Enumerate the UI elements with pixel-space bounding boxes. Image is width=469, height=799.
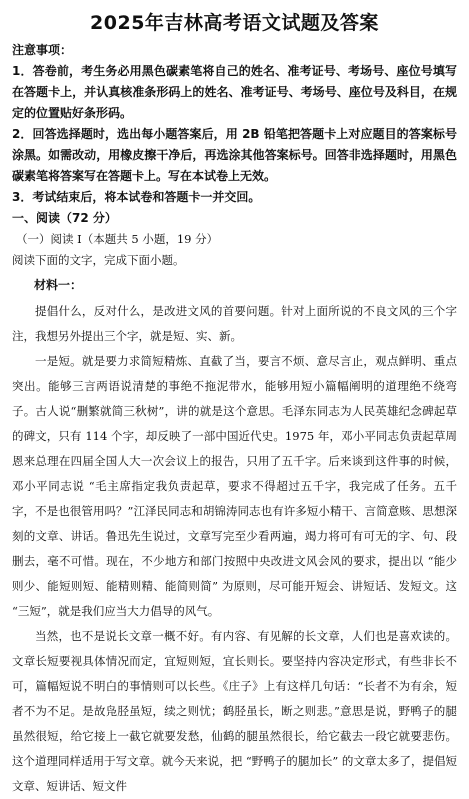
- instruction-text: 阅读下面的文字，完成下面小题。: [12, 253, 185, 267]
- paragraph: 提倡什么，反对什么，是改进文风的首要问题。针对上面所说的不良文风的三个字注，我想另外提出三个字，就是短、实、新。: [12, 304, 457, 343]
- notice-item-3: 3．考试结束后，将本试卷和答题卡一并交回。: [12, 190, 261, 204]
- notice-item-1: 1．答卷前，考生务必用黑色碳素笔将自己的姓名、准考证号、考场号、座位号填写在答题卡上，并认真核准条形码上的姓名、准考证号、考场号、座位号及科目，在规定的位置贴好条形码。: [12, 64, 457, 120]
- paragraph: 当然，也不是说长文章一概不好。有内容、有见解的长文章，人们也是喜欢读的。文章长短要视具体情况而定，宜短则短，宜长则长。要坚持内容决定形式，有些非长不可，篇幅短说不明白的事情则可以长些。《庄子》上有这样几句话：“长者不为有余，短者不为不足。是故凫胫虽短，续之则忧；鹤胫虽长，断之则悲。”意思是说，野鸭子的腿虽然很短，给它接上一截它就要发愁，仙鹤的腿虽然很长，给它截去一段它就要悲伤。这个道理同样适用于写文章。就今天来说，把 “野鸭子的腿加长” 的文章太多了，提倡短文章、短讲话、短文件: [12, 629, 457, 793]
- material-heading: 材料一：: [34, 278, 83, 292]
- section-heading: 一、阅读（72 分）: [12, 211, 117, 225]
- subsection-heading: （一）阅读 I（本题共 5 小题，19 分）: [16, 232, 219, 246]
- notice-heading: 注意事项：: [12, 43, 73, 57]
- document-title: 2025年吉林高考语文试题及答案: [90, 12, 379, 34]
- notice-item-2: 2．回答选择题时，选出每小题答案后，用 2B 铅笔把答题卡上对应题目的答案标号涂黑。如需改动，用橡皮擦干净后，再选涂其他答案标号。回答非选择题时，用黑色碳素笔将答案写在答题卡上。写在本试卷上无效。: [12, 127, 457, 183]
- paragraph: 一是短。就是要力求简短精炼、直截了当，要言不烦、意尽言止，观点鲜明、重点突出。能够三言两语说清楚的事绝不拖泥带水，能够用短小篇幅阐明的道理绝不绕弯子。古人说“删繁就简三秋树”，讲的就是这个意思。毛泽东同志为人民英雄纪念碑起草的碑文，只有 114 个字，却反映了一部中国近代史。1975 年，邓小平同志负责起草周恩来总理在四届全国人大一次会议上的报告，只用了五千字。后来谈到这件事的时候，邓小平同志说 “毛主席指定我负责起草，要求不得超过五千字，我完成了任务。五千字，不是也很管用吗？”江泽民同志和胡锦涛同志也有许多短小精干、言简意赅、思想深刻的文章、讲话。鲁迅先生说过，文章写完至少看两遍，竭力将可有可无的字、句、段删去，毫不可惜。现在，不少地方和部门按照中央改进文风会风的要求，提出以 “能少则少、能短则短、能精则精、能简则简” 为原则，尽可能开短会、讲短话、发短文。这 “三短”，就是我们应当大力倡导的风气。: [12, 354, 457, 618]
